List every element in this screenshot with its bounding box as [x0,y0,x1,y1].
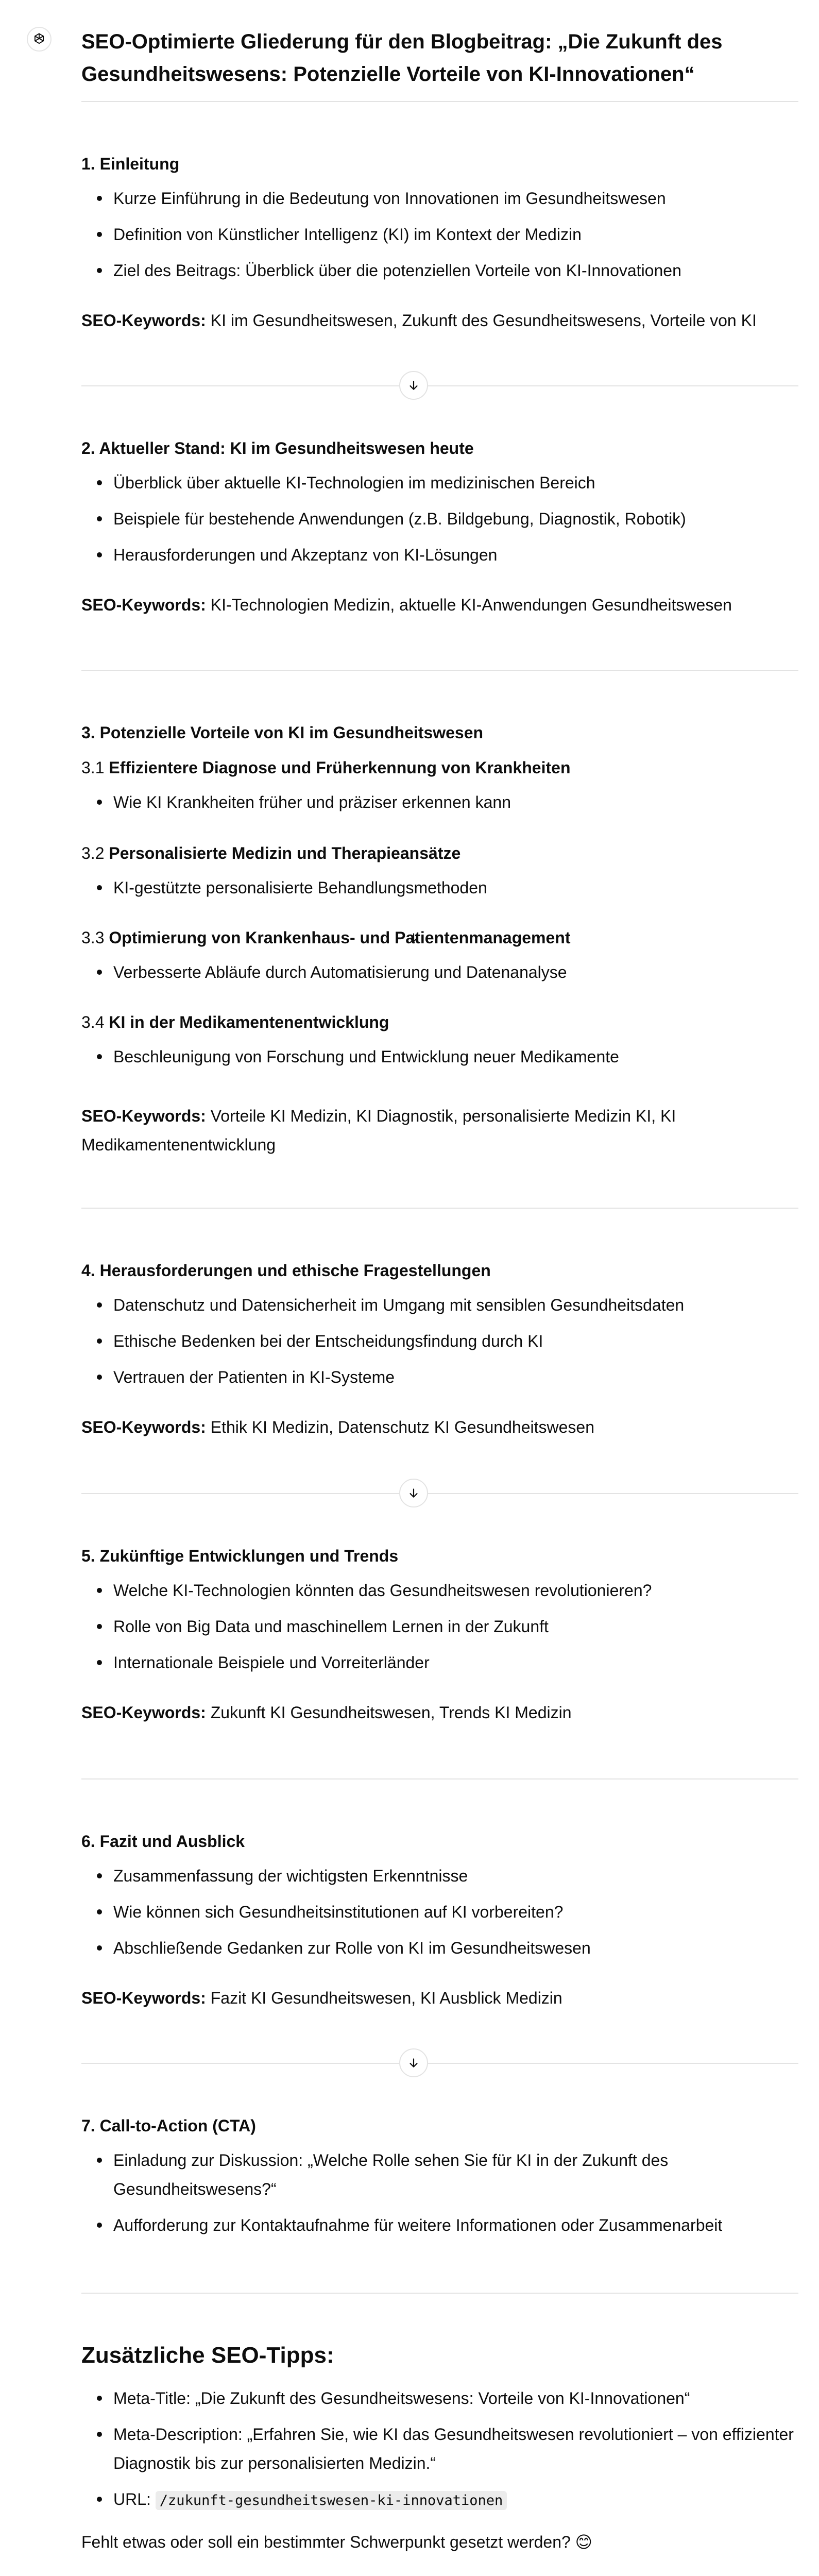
section-heading: 4. Herausforderungen und ethische Fragestellungen [81,1261,491,1280]
seo-keywords-value: Zukunft KI Gesundheitswesen, Trends KI Medizin [210,1703,572,1722]
divider [81,385,798,386]
bullet-list [81,2142,798,2243]
scroll-down-button[interactable] [399,2048,428,2077]
arrow-down-icon [407,931,420,944]
list-item: Definition von Künstlicher Intelligenz (KI) im Kontext der Medizin [81,216,798,252]
subsection-heading [81,755,570,780]
list-item: Beschleunigung von Forschung und Entwicklung neuer Medikamente [81,1039,798,1075]
tips-heading: Zusätzliche SEO-Tipps: [81,2343,334,2368]
subsection-title: Optimierung von Krankenhaus- und Patientenmanagement [109,928,571,947]
list-item: Zusammenfassung der wichtigsten Erkenntnisse [81,1858,798,1894]
list-item: Wie KI Krankheiten früher und präziser erkennen kann [81,784,798,820]
seo-keywords-label: SEO-Keywords: [81,1418,206,1436]
subsection-heading [81,925,571,950]
arrow-down-icon [407,379,420,392]
closing-question: Fehlt etwas oder soll ein bestimmter Schwerpunkt gesetzt werden? 😊 [81,2533,593,2551]
message-actions [81,2574,181,2576]
seo-keywords [81,1413,798,1442]
bullet-list [81,1858,798,1966]
copy-button[interactable] [113,2574,135,2576]
read-aloud-button[interactable] [81,2574,103,2576]
scroll-down-button[interactable] [399,923,428,952]
list-item: Kurze Einführung in die Bedeutung von Innovationen im Gesundheitswesen [81,180,798,216]
section-heading: 6. Fazit und Ausblick [81,1832,245,1851]
subsection-number: 3.3 [81,928,105,947]
divider [81,670,798,671]
page-title: SEO-Optimierte Gliederung für den Blogbeitrag: „Die Zukunft des Gesundheitswesens: Potenzielle Vorteile von KI-Innovationen“ [81,30,723,86]
seo-keywords-value: KI-Technologien Medizin, aktuelle KI-Anwendungen Gesundheitswesen [210,596,732,614]
seo-keywords-label: SEO-Keywords: [81,1107,206,1125]
list-item: Verbesserte Abläufe durch Automatisierung und Datenanalyse [81,954,798,990]
subsection-number: 3.4 [81,1013,105,1031]
tips-list [81,2380,798,2519]
seo-keywords-label: SEO-Keywords: [81,311,206,330]
meta-title-item: Meta-Title: „Die Zukunft des Gesundheitswesens: Vorteile von KI-Innovationen“ [81,2380,798,2416]
list-item: Welche KI-Technologien könnten das Gesundheitswesen revolutionieren? [81,1572,798,1608]
seo-keywords [81,590,798,619]
seo-keywords [81,1698,798,1727]
seo-keywords-label: SEO-Keywords: [81,1703,206,1722]
bullet-list [81,1572,798,1681]
section-heading: 3. Potenzielle Vorteile von KI im Gesundheitswesen [81,723,484,742]
list-item: Überblick über aktuelle KI-Technologien im medizinischen Bereich [81,465,798,501]
arrow-down-icon [407,1486,420,1500]
subsection-title: Effizientere Diagnose und Früherkennung von Krankheiten [109,758,571,777]
list-item: Ethische Bedenken bei der Entscheidungsfindung durch KI [81,1323,798,1359]
divider [81,2063,798,2064]
seo-keywords-value: Fazit KI Gesundheitswesen, KI Ausblick Medizin [210,1989,562,2007]
list-item: Aufforderung zur Kontaktaufnahme für weitere Informationen oder Zusammenarbeit [81,2207,798,2243]
url-item [81,2481,798,2519]
list-item: Abschließende Gedanken zur Rolle von KI im Gesundheitswesen [81,1930,798,1966]
list-item: Einladung zur Diskussion: „Welche Rolle sehen Sie für KI in der Zukunft des Gesundheitswesens?“ [81,2142,798,2207]
seo-keywords-value: Vorteile KI Medizin, KI Diagnostik, personalisierte Medizin KI, KI Medikamentenentwicklung [81,1107,676,1154]
section-heading: 5. Zukünftige Entwicklungen und Trends [81,1547,399,1565]
meta-description-item: Meta-Description: „Erfahren Sie, wie KI das Gesundheitswesen revolutioniert – von effizienter Diagnostik bis zur personalisierten Medizin.“ [81,2416,798,2481]
seo-keywords [81,306,798,335]
openai-logo-icon [31,31,47,47]
url-label: URL: [113,2490,151,2509]
list-item: Wie können sich Gesundheitsinstitutionen auf KI vorbereiten? [81,1894,798,1930]
seo-keywords-value: KI im Gesundheitswesen, Zukunft des Gesundheitswesens, Vorteile von KI [210,311,757,330]
list-item: Internationale Beispiele und Vorreiterländer [81,1645,798,1681]
divider [81,1208,798,1209]
regenerate-button[interactable] [145,2574,181,2576]
subsection-heading [81,841,460,866]
list-item: KI-gestützte personalisierte Behandlungsmethoden [81,870,798,906]
scroll-down-button[interactable] [399,371,428,400]
bullet-list [81,465,798,573]
divider [81,1493,798,1494]
list-item: Herausforderungen und Akzeptanz von KI-Lösungen [81,537,798,573]
arrow-down-icon [407,2056,420,2070]
bullet-list [81,870,798,906]
list-item: Rolle von Big Data und maschinellem Lernen in der Zukunft [81,1608,798,1645]
section-heading: 7. Call-to-Action (CTA) [81,2116,256,2135]
bullet-list [81,180,798,289]
scroll-down-button[interactable] [399,1479,428,1507]
bullet-list [81,784,798,820]
list-item: Datenschutz und Datensicherheit im Umgang mit sensiblen Gesundheitsdaten [81,1287,798,1323]
subsection-heading [81,1010,389,1035]
section-heading: 2. Aktueller Stand: KI im Gesundheitswesen heute [81,439,474,457]
subsection-title: Personalisierte Medizin und Therapieansätze [109,844,461,862]
bullet-list [81,1039,798,1075]
seo-keywords-value: Ethik KI Medizin, Datenschutz KI Gesundheitswesen [210,1418,594,1436]
divider [81,1778,798,1780]
seo-keywords [81,1101,798,1159]
url-code: /zukunft-gesundheitswesen-ki-innovationen [156,2491,507,2510]
bullet-list [81,1287,798,1395]
subsection-number: 3.1 [81,758,105,777]
seo-keywords [81,1984,798,2012]
bullet-list [81,954,798,990]
subsection-number: 3.2 [81,844,105,862]
section-heading: 1. Einleitung [81,155,180,173]
list-item: Vertrauen der Patienten in KI-Systeme [81,1359,798,1395]
list-item: Ziel des Beitrags: Überblick über die potenziellen Vorteile von KI-Innovationen [81,252,798,289]
divider [81,101,798,102]
seo-keywords-label: SEO-Keywords: [81,1989,206,2007]
divider [81,2293,798,2294]
list-item: Beispiele für bestehende Anwendungen (z.B. Bildgebung, Diagnostik, Robotik) [81,501,798,537]
seo-keywords-label: SEO-Keywords: [81,596,206,614]
assistant-avatar [27,27,52,52]
subsection-title: KI in der Medikamentenentwicklung [109,1013,389,1031]
